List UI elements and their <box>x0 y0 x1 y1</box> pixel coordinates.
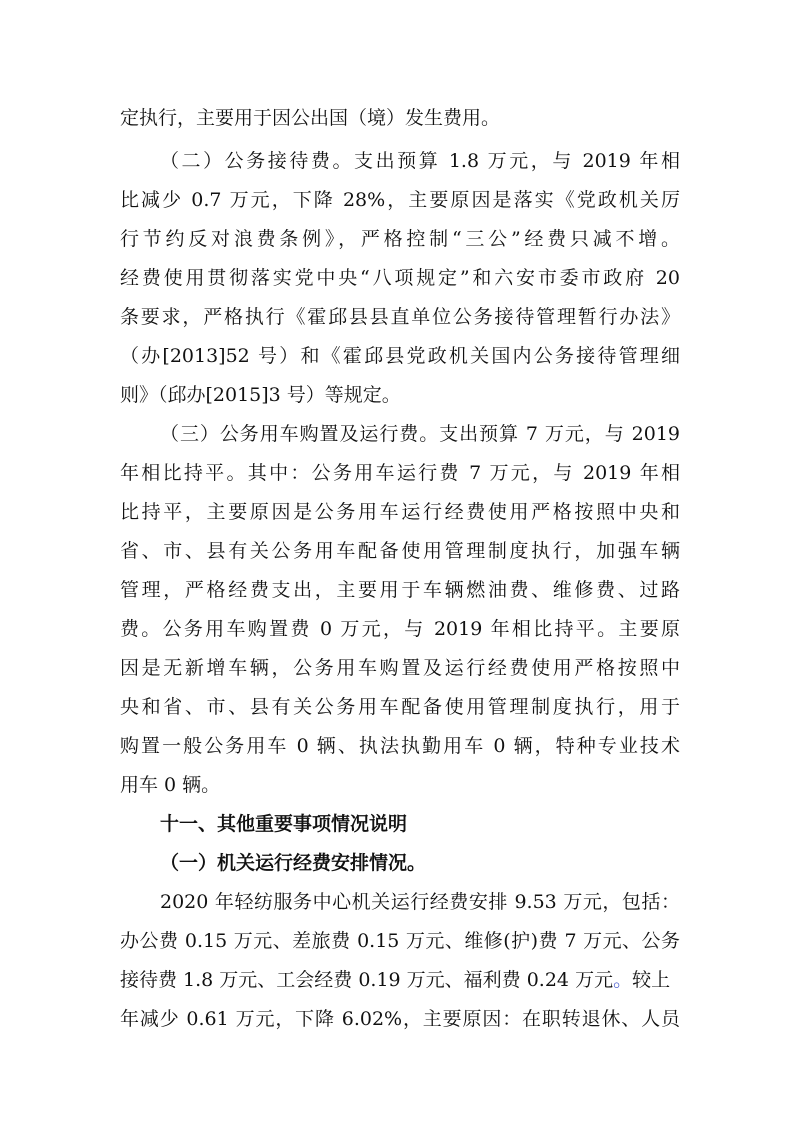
paragraph-line-text: 接待费 1.8 万元、工会经费 0.19 万元、福利费 0.24 万元 <box>120 969 614 991</box>
paragraph-line: （三）公务用车购置及运行费。支出预算 7 万元，与 2019 <box>160 423 680 445</box>
paragraph-line: 购置一般公务用车 0 辆、执法执勤用车 0 辆，特种专业技术 <box>120 735 680 757</box>
paragraph-line: （办[2013]52 号）和《霍邱县党政机关国内公务接待管理细 <box>120 345 680 367</box>
paragraph-line: 比持平，主要原因是公务用车运行经费使用严格按照中央和 <box>120 501 680 523</box>
paragraph-line-composite <box>120 965 680 995</box>
paragraph-line: 年减少 0.61 万元，下降 6.02%，主要原因：在职转退休、人员 <box>120 1008 680 1030</box>
paragraph-line: 省、市、县有关公务用车配备使用管理制度执行，加强车辆 <box>120 540 680 562</box>
paragraph-line-text: 较上 <box>632 969 671 991</box>
paragraph-line: 办公费 0.15 万元、差旅费 0.15 万元、维修(护)费 7 万元、公务 <box>120 930 680 952</box>
paragraph-line: 用车 0 辆。 <box>120 774 221 796</box>
paragraph-line: 比减少 0.7 万元，下降 28%，主要原因是落实《党政机关厉 <box>120 189 680 211</box>
section-heading: 十一、其他重要事项情况说明 <box>160 813 408 835</box>
paragraph-line: 经费使用贯彻落实党中央“八项规定”和六安市委市政府 20 <box>120 267 680 289</box>
paragraph-line: 央和省、市、县有关公务用车配备使用管理制度执行，用于 <box>120 696 680 718</box>
paragraph-line: 2020 年轻纺服务中心机关运行经费安排 9.53 万元，包括： <box>160 891 680 913</box>
paragraph-line: 定执行，主要用于因公出国（境）发生费用。 <box>120 107 501 129</box>
paragraph-line: 管理，严格经费支出，主要用于车辆燃油费、维修费、过路 <box>120 579 680 601</box>
paragraph-line: 费。公务用车购置费 0 万元，与 2019 年相比持平。主要原 <box>120 618 680 640</box>
paragraph-line: 因是无新增车辆，公务用车购置及运行经费使用严格按照中 <box>120 657 680 679</box>
paragraph-line: 条要求，严格执行《霍邱县县直单位公务接待管理暂行办法》 <box>120 306 680 328</box>
paragraph-line: 行节约反对浪费条例》，严格控制“三公”经费只减不增。 <box>120 228 680 250</box>
blue-period: 。 <box>613 969 633 991</box>
paragraph-line: 则》（邱办[2015]3 号）等规定。 <box>120 384 401 406</box>
subsection-heading: （一）机关运行经费安排情况。 <box>160 852 427 874</box>
paragraph-line: （二）公务接待费。支出预算 1.8 万元，与 2019 年相 <box>160 150 680 172</box>
paragraph-line: 年相比持平。其中：公务用车运行费 7 万元，与 2019 年相 <box>120 462 680 484</box>
